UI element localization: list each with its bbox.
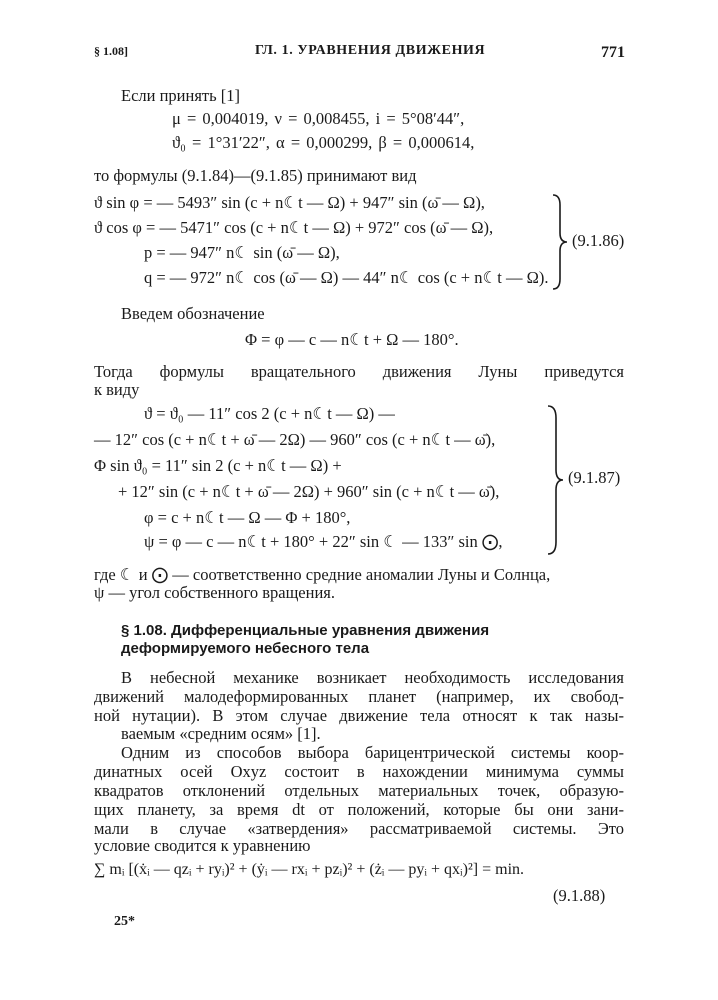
paragraph-line: ваемым «средним осям» [1]. <box>121 724 321 743</box>
equation-line: + 12″ sin (c + n☾t + ω̄ — 2Ω) + 960″ sin (c + n☾t — ω̄), <box>118 482 500 501</box>
params-row-1: μ = 0,004019, ν = 0,008455, i = 5°08′44″, <box>172 109 465 128</box>
equation-line: Φ sin ϑ₀ = 11″ sin 2 (c + n☾t — Ω) + <box>94 456 342 475</box>
running-header-section: § 1.08] <box>94 44 128 58</box>
paragraph-line: щих планету, за время dt от положений, которые бы они зани- <box>94 800 624 819</box>
paragraph-line: где ☾ и ⨀ — соответственно средние аномалии Луны и Солнца, <box>94 565 551 584</box>
equation-number: (9.1.88) <box>553 886 606 905</box>
params-row-2: ϑ₀ = 1°31′22″, α = 0,000299, β = 0,000614, <box>172 133 475 152</box>
equation-number: (9.1.87) <box>568 468 621 487</box>
paragraph-line: Тогда формулы вращательного движения Луны приведутся <box>94 362 624 381</box>
paragraph-line: В небесной механике возникает необходимость исследования <box>121 668 624 687</box>
intro-line-2: то формулы (9.1.84)—(9.1.85) принимают вид <box>94 166 417 185</box>
equation-line: ψ = φ — c — n☾t + 180° + 22″ sin ☾ — 133″ sin ⨀, <box>144 532 503 551</box>
equation-number: (9.1.86) <box>572 231 625 250</box>
section-title: § 1.08. Дифференциальные уравнения движения <box>121 622 490 639</box>
paragraph-line: условие сводится к уравнению <box>94 836 311 855</box>
paragraph-line: к виду <box>94 380 140 399</box>
equation-line: ϑ cos φ = — 5471″ cos (c + n☾t — Ω) + 972″ cos (ω̄ — Ω), <box>94 218 494 237</box>
notation-formula: Φ = φ — c — n☾t + Ω — 180°. <box>245 330 459 349</box>
printer-signature: 25* <box>114 914 135 929</box>
equation-9-1-88: ∑ mᵢ [(ẋᵢ — qzᵢ + ryᵢ)² + (ẏᵢ — rxᵢ + pzᵢ)² + (żᵢ — pyᵢ + qxᵢ)²] = min. <box>94 861 525 878</box>
paragraph-line: квадратов отклонений отдельных материальных точек, образую- <box>94 781 624 800</box>
paragraph-line: Одним из способов выбора барицентрической системы коор- <box>121 743 624 762</box>
notation-intro: Введем обозначение <box>121 304 265 323</box>
right-brace <box>550 193 570 291</box>
paragraph-line: ной нутации). В этом случае движение тела относят к так назы- <box>94 706 624 725</box>
equation-line: q = — 972″ n☾ cos (ω̄ — Ω) — 44″ n☾ cos (c + n☾t — Ω). <box>144 268 549 287</box>
equation-line: ϑ = ϑ₀ — 11″ cos 2 (c + n☾t — Ω) — <box>144 404 395 423</box>
equation-line: p = — 947″ n☾ sin (ω̄ — Ω), <box>144 243 340 262</box>
paragraph-line: динатных осей Oxyz состоит в нахождении минимума суммы <box>94 762 624 781</box>
section-title: деформируемого небесного тела <box>121 640 370 657</box>
equation-line: — 12″ cos (c + n☾t + ω̄ — 2Ω) — 960″ cos (c + n☾t — ω̄), <box>94 430 496 449</box>
equation-line: φ = c + n☾t — Ω — Φ + 180°, <box>144 508 351 527</box>
intro-line: Если принять [1] <box>121 86 241 105</box>
running-header-chapter: ГЛ. 1. УРАВНЕНИЯ ДВИЖЕНИЯ <box>255 43 486 58</box>
equation-line: ϑ sin φ = — 5493″ sin (c + n☾t — Ω) + 947″ sin (ω̄ — Ω), <box>94 193 485 212</box>
paragraph-line: ψ — угол собственного вращения. <box>94 583 336 602</box>
page-number: 771 <box>601 44 625 61</box>
right-brace <box>545 404 565 556</box>
paragraph-line: движений малодеформированных планет (например, их свобод- <box>94 687 624 706</box>
paragraph-line: мали в случае «затвердения» рассматриваемой системы. Это <box>94 819 624 838</box>
